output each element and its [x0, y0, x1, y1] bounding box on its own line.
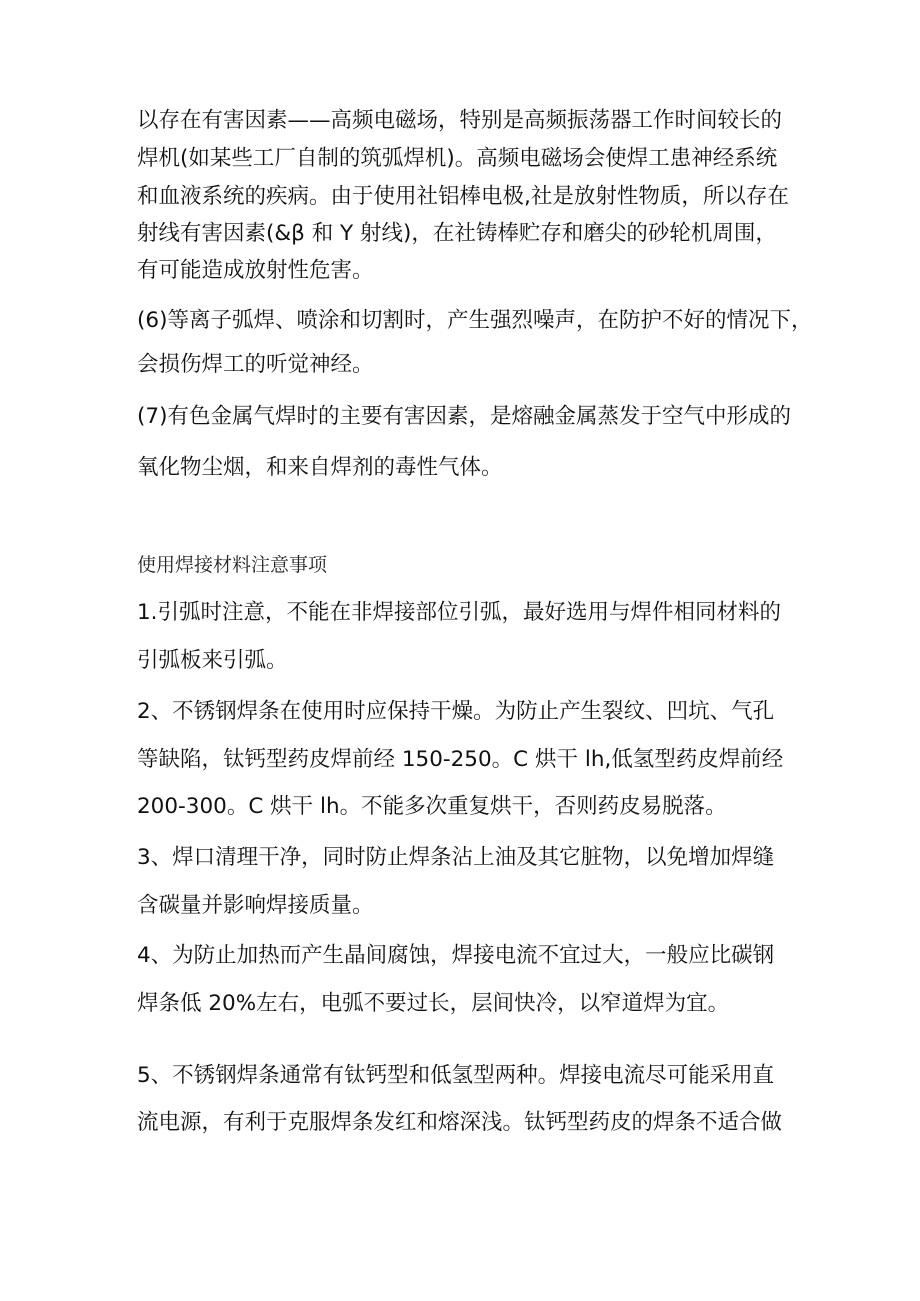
paragraph-line: (7)有色金属气焊时的主要有害因素，是熔融金属蒸发于空气中形成的: [137, 404, 791, 429]
paragraph-line: 有可能造成放射性危害。: [137, 258, 374, 283]
paragraph-line: 焊条低 20%左右，电弧不要过长，层间快冷，以窄道焊为宜。: [137, 991, 730, 1016]
paragraph-line: 3、焊口清理干净，同时防止焊条沾上油及其它脏物，以免增加焊缝: [137, 845, 775, 870]
paragraph-line: 和血液系统的疾病。由于使用社铝棒电极,社是放射性物质，所以存在: [137, 184, 789, 209]
paragraph-line: 引弧板来引弧。: [137, 648, 288, 673]
paragraph-line: 含碳量并影响焊接质量。: [137, 893, 374, 918]
paragraph-line: 等缺陷，钛钙型药皮焊前经 150-250。C 烘干 lh,低氢型药皮焊前经: [137, 747, 784, 772]
paragraph-line: 氧化物尘烟，和来自焊剂的毒性气体。: [137, 455, 503, 480]
paragraph-line: 200-300。C 烘干 lh。不能多次重复烘干，否则药皮易脱落。: [137, 794, 727, 819]
paragraph-line: 以存在有害因素——高频电磁场，特别是高频振荡器工作时间较长的: [137, 108, 783, 133]
paragraph-line: (6)等离子弧焊、喷涂和切割时，产生强烈噪声，在防护不好的情况下，: [137, 308, 813, 333]
paragraph-line: 流电源，有利于克服焊条发红和熔深浅。钛钙型药皮的焊条不适合做: [137, 1110, 783, 1135]
paragraph-line: 5、不锈钢焊条通常有钛钙型和低氢型两种。焊接电流尽可能采用直: [137, 1063, 775, 1088]
paragraph-line: 会损伤焊工的听觉神经。: [137, 352, 374, 377]
section-heading: 使用焊接材料注意事项: [137, 554, 328, 576]
paragraph-line: 1.引弧时注意，不能在非焊接部位引弧，最好选用与焊件相同材料的: [137, 600, 782, 625]
paragraph-line: 4、为防止加热而产生晶间腐蚀，焊接电流不宜过大，一般应比碳钢: [137, 943, 775, 968]
paragraph-line: 射线有害因素(&β 和 Y 射线)，在社铸棒贮存和磨尖的砂轮机周围，: [137, 221, 777, 246]
paragraph-line: 2、不锈钢焊条在使用时应保持干燥。为防止产生裂纹、凹坑、气孔: [137, 699, 775, 724]
paragraph-line: 焊机(如某些工厂自制的筑弧焊机)。高频电磁场会使焊工患神经系统: [137, 146, 778, 171]
